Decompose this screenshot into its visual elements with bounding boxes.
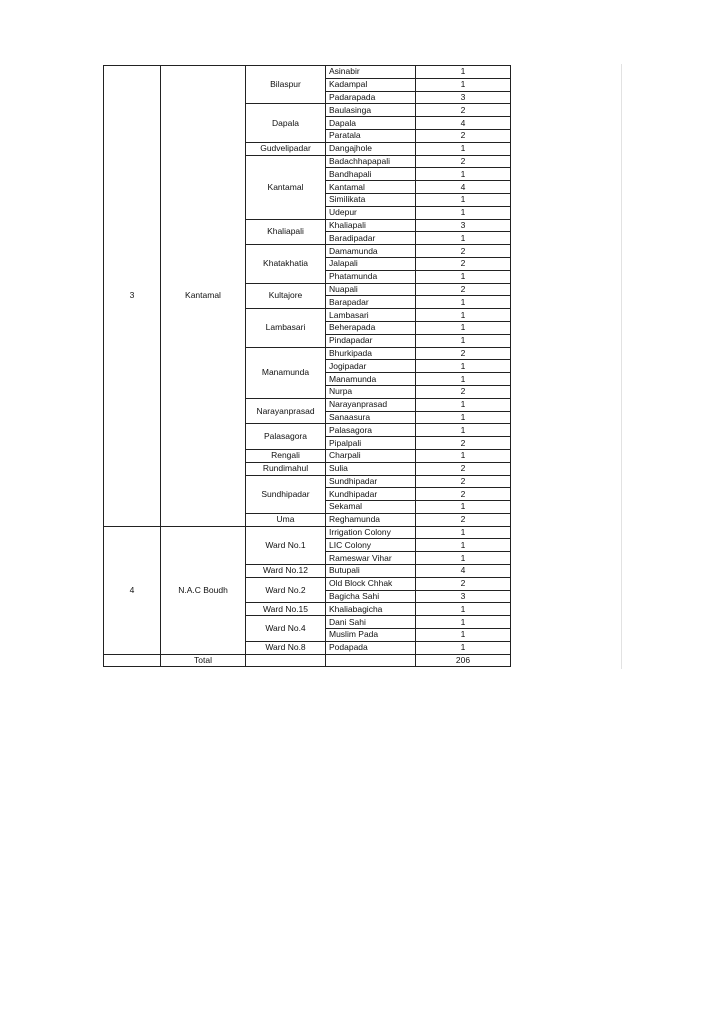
serial-number-cell: 3 [104, 66, 161, 527]
count-cell: 3 [416, 91, 511, 104]
count-cell: 1 [416, 296, 511, 309]
count-cell: 1 [416, 373, 511, 386]
village-name-cell: Sundhipadar [326, 475, 416, 488]
count-cell: 2 [416, 129, 511, 142]
village-name-cell: Lambasari [326, 309, 416, 322]
gp-name-cell: Kultajore [246, 283, 326, 309]
village-name-cell: Rameswar Vihar [326, 552, 416, 565]
gp-name-cell: Ward No.1 [246, 526, 326, 564]
village-name-cell: Damamunda [326, 245, 416, 258]
village-name-cell: Kantamal [326, 181, 416, 194]
block-name-cell: N.A.C Boudh [161, 526, 246, 654]
count-cell: 2 [416, 462, 511, 475]
gp-name-cell: Khatakhatia [246, 245, 326, 283]
count-cell: 1 [416, 193, 511, 206]
village-name-cell: Manamunda [326, 373, 416, 386]
village-name-cell: Khaliabagicha [326, 603, 416, 616]
count-cell: 4 [416, 565, 511, 578]
count-cell: 1 [416, 321, 511, 334]
total-empty-cell [326, 654, 416, 667]
count-cell: 2 [416, 577, 511, 590]
village-name-cell: Khaliapali [326, 219, 416, 232]
village-name-cell: Padarapada [326, 91, 416, 104]
count-cell: 1 [416, 66, 511, 79]
village-name-cell: LIC Colony [326, 539, 416, 552]
gp-name-cell: Bilaspur [246, 66, 326, 104]
count-cell: 2 [416, 488, 511, 501]
gp-name-cell: Lambasari [246, 309, 326, 347]
count-cell: 1 [416, 603, 511, 616]
count-cell: 1 [416, 616, 511, 629]
count-cell: 1 [416, 526, 511, 539]
count-cell: 2 [416, 475, 511, 488]
count-cell: 3 [416, 590, 511, 603]
village-name-cell: Charpali [326, 449, 416, 462]
village-name-cell: Baradipadar [326, 232, 416, 245]
village-name-cell: Asinabir [326, 66, 416, 79]
village-name-cell: Dapala [326, 117, 416, 130]
village-name-cell: Sekamal [326, 501, 416, 514]
gp-name-cell: Uma [246, 513, 326, 526]
village-name-cell: Jogipadar [326, 360, 416, 373]
count-cell: 2 [416, 245, 511, 258]
village-name-cell: Muslim Pada [326, 629, 416, 642]
village-name-cell: Udepur [326, 206, 416, 219]
gp-name-cell: Ward No.2 [246, 577, 326, 603]
village-count-table [103, 65, 511, 667]
count-cell: 1 [416, 309, 511, 322]
village-name-cell: Kundhipadar [326, 488, 416, 501]
count-cell: 2 [416, 437, 511, 450]
gp-name-cell: Rundimahul [246, 462, 326, 475]
gp-name-cell: Ward No.15 [246, 603, 326, 616]
village-name-cell: Kadampal [326, 78, 416, 91]
village-name-cell: Beherapada [326, 321, 416, 334]
gp-name-cell: Khaliapali [246, 219, 326, 245]
village-name-cell: Narayanprasad [326, 398, 416, 411]
total-row [104, 654, 511, 667]
count-cell: 1 [416, 142, 511, 155]
count-cell: 2 [416, 155, 511, 168]
village-name-cell: Barapadar [326, 296, 416, 309]
village-name-cell: Palasagora [326, 424, 416, 437]
gp-name-cell: Palasagora [246, 424, 326, 450]
count-cell: 1 [416, 206, 511, 219]
count-cell: 2 [416, 257, 511, 270]
gp-name-cell: Manamunda [246, 347, 326, 398]
village-name-cell: Baulasinga [326, 104, 416, 117]
serial-number-cell: 4 [104, 526, 161, 654]
total-empty-cell [104, 654, 161, 667]
gp-name-cell: Sundhipadar [246, 475, 326, 513]
count-cell: 1 [416, 501, 511, 514]
total-value-cell: 206 [416, 654, 511, 667]
gp-name-cell: Ward No.12 [246, 565, 326, 578]
village-name-cell: Bagicha Sahi [326, 590, 416, 603]
village-name-cell: Dangajhole [326, 142, 416, 155]
village-name-cell: Paratala [326, 129, 416, 142]
count-cell: 4 [416, 181, 511, 194]
gp-name-cell: Gudvelipadar [246, 142, 326, 155]
count-cell: 1 [416, 360, 511, 373]
gp-name-cell: Ward No.4 [246, 616, 326, 642]
count-cell: 2 [416, 283, 511, 296]
count-cell: 1 [416, 449, 511, 462]
count-cell: 3 [416, 219, 511, 232]
village-name-cell: Sulia [326, 462, 416, 475]
village-name-cell: Jalapali [326, 257, 416, 270]
count-cell: 1 [416, 232, 511, 245]
village-name-cell: Pipalpali [326, 437, 416, 450]
count-cell: 2 [416, 104, 511, 117]
village-name-cell: Nurpa [326, 385, 416, 398]
table-row [104, 66, 511, 79]
count-cell: 1 [416, 424, 511, 437]
total-label-cell: Total [161, 654, 246, 667]
gp-name-cell: Dapala [246, 104, 326, 142]
village-name-cell: Pindapadar [326, 334, 416, 347]
count-cell: 1 [416, 552, 511, 565]
count-cell: 1 [416, 411, 511, 424]
village-name-cell: Sanaasura [326, 411, 416, 424]
gp-name-cell: Narayanprasad [246, 398, 326, 424]
block-name-cell: Kantamal [161, 66, 246, 527]
count-cell: 1 [416, 641, 511, 654]
count-cell: 1 [416, 270, 511, 283]
count-cell: 2 [416, 347, 511, 360]
village-name-cell: Podapada [326, 641, 416, 654]
village-name-cell: Irrigation Colony [326, 526, 416, 539]
village-name-cell: Old Block Chhak [326, 577, 416, 590]
gp-name-cell: Kantamal [246, 155, 326, 219]
village-name-cell: Phatamunda [326, 270, 416, 283]
village-name-cell: Badachhapapali [326, 155, 416, 168]
village-name-cell: Bandhapali [326, 168, 416, 181]
village-name-cell: Reghamunda [326, 513, 416, 526]
count-cell: 1 [416, 629, 511, 642]
count-cell: 1 [416, 539, 511, 552]
village-name-cell: Bhurkipada [326, 347, 416, 360]
gp-name-cell: Rengali [246, 449, 326, 462]
count-cell: 2 [416, 385, 511, 398]
count-cell: 1 [416, 78, 511, 91]
table-row [104, 526, 511, 539]
count-cell: 1 [416, 168, 511, 181]
count-cell: 1 [416, 334, 511, 347]
village-name-cell: Butupali [326, 565, 416, 578]
total-empty-cell [246, 654, 326, 667]
village-name-cell: Nuapali [326, 283, 416, 296]
village-name-cell: Dani Sahi [326, 616, 416, 629]
count-cell: 1 [416, 398, 511, 411]
village-name-cell: Similikata [326, 193, 416, 206]
gp-name-cell: Ward No.8 [246, 641, 326, 654]
count-cell: 4 [416, 117, 511, 130]
count-cell: 2 [416, 513, 511, 526]
